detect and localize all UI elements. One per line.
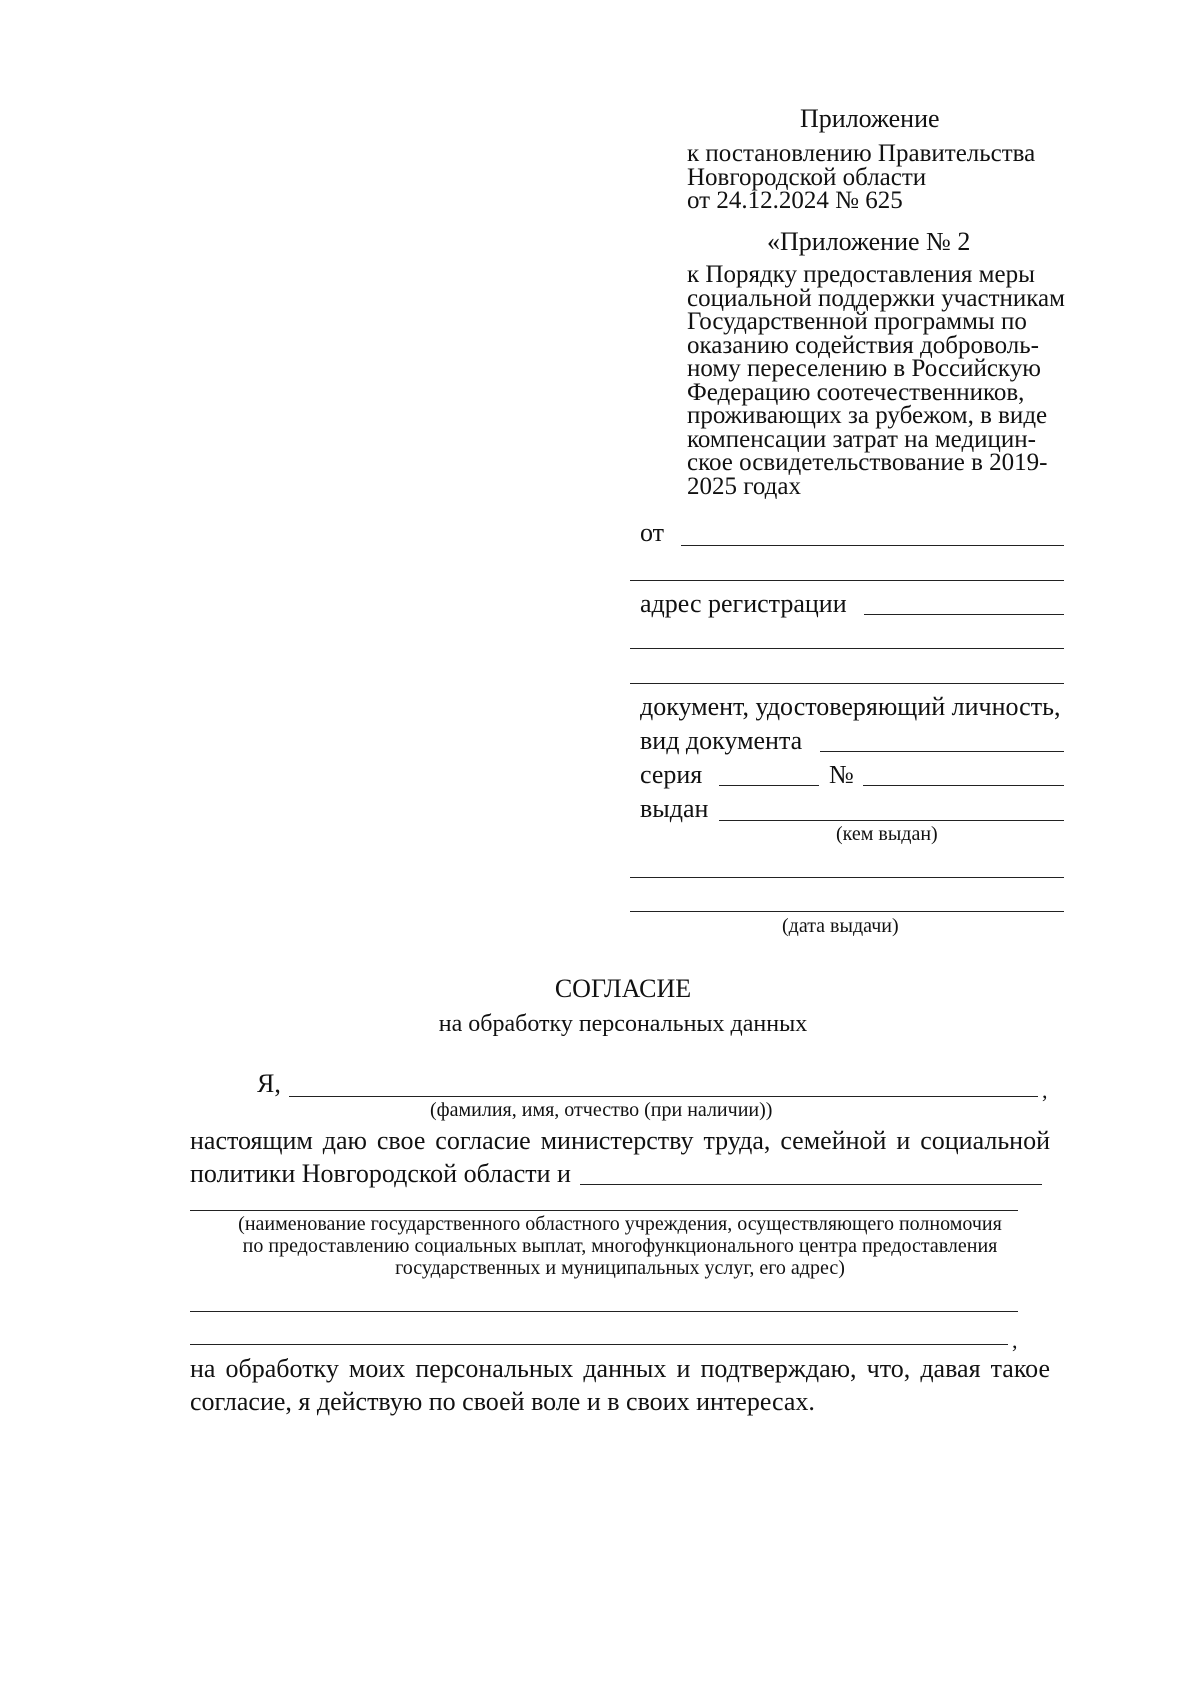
full-name-field[interactable] [289, 1096, 1038, 1097]
from-name-field-continued[interactable] [630, 580, 1064, 581]
appendix2-ref-line: Государственной программы по [687, 308, 1027, 335]
document-type-label: вид документа [640, 726, 803, 755]
number-field[interactable] [863, 785, 1064, 786]
full-name-comma: , [1042, 1078, 1048, 1103]
address-field[interactable] [864, 614, 1064, 615]
consent-subtitle: на обработку персональных данных [438, 1011, 808, 1037]
full-name-caption: (фамилия, имя, отчество (при наличии)) [430, 1099, 773, 1121]
issued-by-field[interactable] [719, 820, 1064, 821]
series-field[interactable] [719, 785, 819, 786]
appendix2-reference [687, 263, 1065, 498]
number-label: № [829, 760, 854, 789]
appendix-title: Приложение [800, 104, 940, 133]
issued-label: выдан [640, 794, 709, 823]
issued-by-caption: (кем выдан) [836, 823, 938, 845]
appendix2-ref-line: к Порядку предоставления меры [687, 261, 1035, 288]
appendix2-ref-line: социальной поддержки участникам [687, 284, 1065, 312]
institution-field-continued[interactable] [190, 1210, 1018, 1211]
consent-statement-line: настоящим даю свое согласие министерству труда, семейной и социальной [190, 1126, 1050, 1155]
series-label: серия [640, 760, 703, 789]
address-label: адрес регистрации [640, 589, 847, 618]
appendix-ref-line: к постановлению Правительства [687, 140, 1036, 167]
i-label: Я, [257, 1069, 281, 1098]
address-field-continued[interactable] [630, 648, 1064, 649]
issue-date-caption: (дата выдачи) [782, 915, 899, 937]
address-field-continued-2[interactable] [630, 683, 1064, 684]
from-name-field[interactable] [681, 545, 1064, 546]
institution-caption-line: государственных и муниципальных услуг, его адрес) [395, 1257, 845, 1279]
appendix-reference [687, 142, 1035, 213]
appendix2-ref-line: 2025 годах [687, 472, 801, 500]
id-document-label: документ, удостоверяющий личность, [640, 692, 1061, 721]
appendix-ref-line: от 24.12.2024 № 625 [687, 187, 903, 214]
appendix2-ref-line: ному переселению в Российскую [687, 355, 1041, 382]
appendix2-ref-line: проживающих за рубежом, в виде [687, 402, 1048, 429]
institution-caption-line: по предоставлению социальных выплат, многофункционального центра предоставления [242, 1235, 998, 1257]
institution-caption-line: (наименование государственного областного учреждения, осуществляющего полномочия [238, 1213, 1002, 1235]
issue-date-field[interactable] [630, 911, 1064, 912]
institution-address-field[interactable] [190, 1311, 1018, 1312]
from-label: от [640, 518, 665, 547]
appendix-ref-line: Новгородской области [687, 163, 927, 191]
consent-closing-line: на обработку моих персональных данных и подтверждаю, что, давая такое [190, 1354, 1050, 1383]
consent-closing-line: согласие, я действую по своей воле и в своих интересах. [190, 1387, 815, 1416]
appendix2-ref-line: оказанию содействия доброволь- [687, 331, 1039, 359]
appendix2-ref-line: Федерацию соотечественников, [687, 378, 1025, 406]
institution-field[interactable] [580, 1184, 1042, 1185]
consent-title: СОГЛАСИЕ [554, 974, 692, 1003]
consent-statement-line: политики Новгородской области и [190, 1159, 571, 1188]
institution-address-comma: , [1012, 1328, 1018, 1353]
appendix2-title: «Приложение № 2 [767, 227, 971, 256]
appendix2-ref-line: компенсации затрат на медицин- [687, 425, 1037, 453]
issued-by-field-continued[interactable] [630, 877, 1064, 878]
institution-caption [190, 1214, 1050, 1280]
document-type-field[interactable] [820, 751, 1064, 752]
appendix2-ref-line: ское освидетельствование в 2019- [687, 449, 1048, 476]
institution-address-field-continued[interactable] [190, 1344, 1008, 1345]
